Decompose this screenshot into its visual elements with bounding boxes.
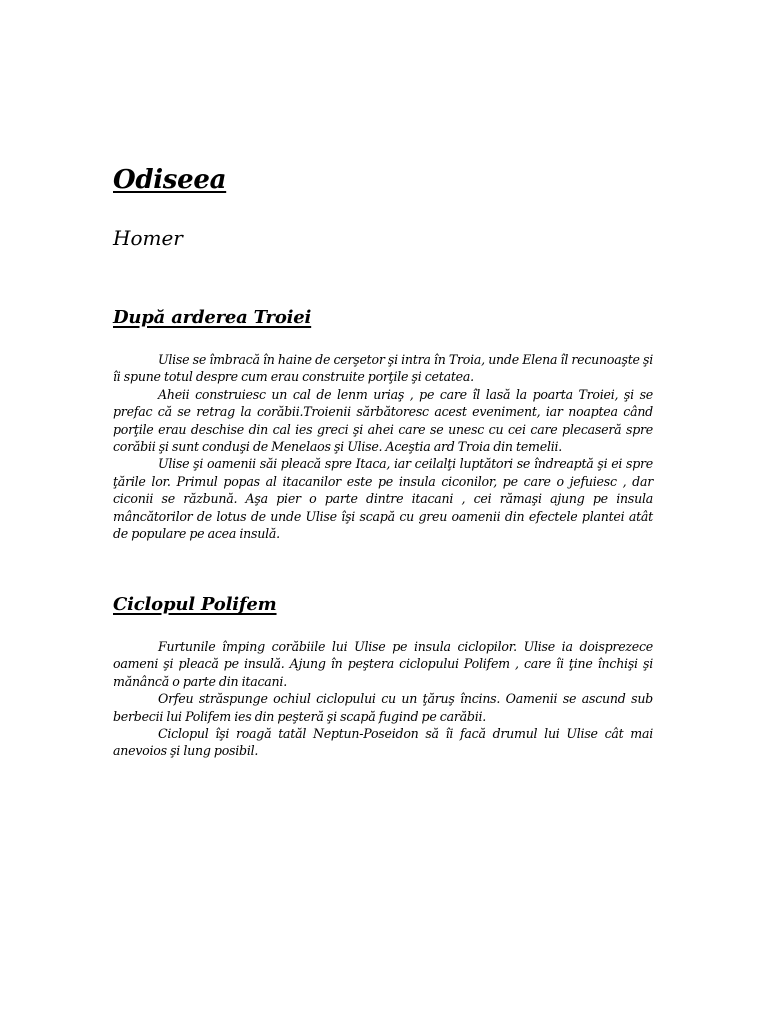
section-body [113,351,653,542]
document-title: Odiseea [113,165,227,195]
paragraph: Aheii construiesc un cal de lenm uriaş , pe care îl lasă la poarta Troiei, şi se prefac că se retrag la corăbii.Troienii sărbătoresc acest eveniment, iar noaptea când porţile erau deschise din cal ies greci şi ahei care se unesc cu cei care plecaseră spre corăbii şi sunt conduşi de Menelaos şi Ulise. Aceştia ard Troia din temelii. [113,386,653,455]
paragraph: Ulise se îmbracă în haine de cerşetor şi intra în Troia, unde Elena îl recunoaşte şi îi spune totul despre cum erau construite porţile şi cetatea. [113,352,653,385]
section-body [113,638,653,760]
section-heading: Ciclopul Polifem [113,594,277,615]
paragraph: Ulise şi oamenii săi pleacă spre Itaca, iar ceilalţi luptători se îndreaptă şi ei spre ţările lor. Primul popas al itacanilor este pe insula ciconilor, pe care o jefuiesc , dar ciconii se răzbună. Aşa pier o parte dintre itacani , cei rămaşi ajung pe insula mâncătorilor de lotus de unde Ulise îşi scapă cu greu oamenii din efectele plantei atât de populare pe acea insulă. [113,456,653,542]
document-author: Homer [113,226,183,250]
paragraph: Ciclopul îşi roagă tatăl Neptun-Poseidon să îi facă drumul lui Ulise cât mai anevoios şi lung posibil. [113,726,653,759]
section-dupa-arderea-troiei [113,306,653,542]
section-heading: După arderea Troiei [113,307,312,328]
section-ciclopul-polifem [113,593,653,760]
paragraph: Orfeu străspunge ochiul ciclopului cu un ţăruş încins. Oamenii se ascund sub berbecii lui Polifem ies din peşteră şi scapă fugind pe carăbii. [113,691,653,724]
paragraph: Furtunile împing corăbiile lui Ulise pe insula ciclopilor. Ulise ia doisprezece oameni şi pleacă pe insulă. Ajung în peştera ciclopului Polifem , care îi ţine închişi şi mănâncă o parte din itacani. [113,639,653,689]
